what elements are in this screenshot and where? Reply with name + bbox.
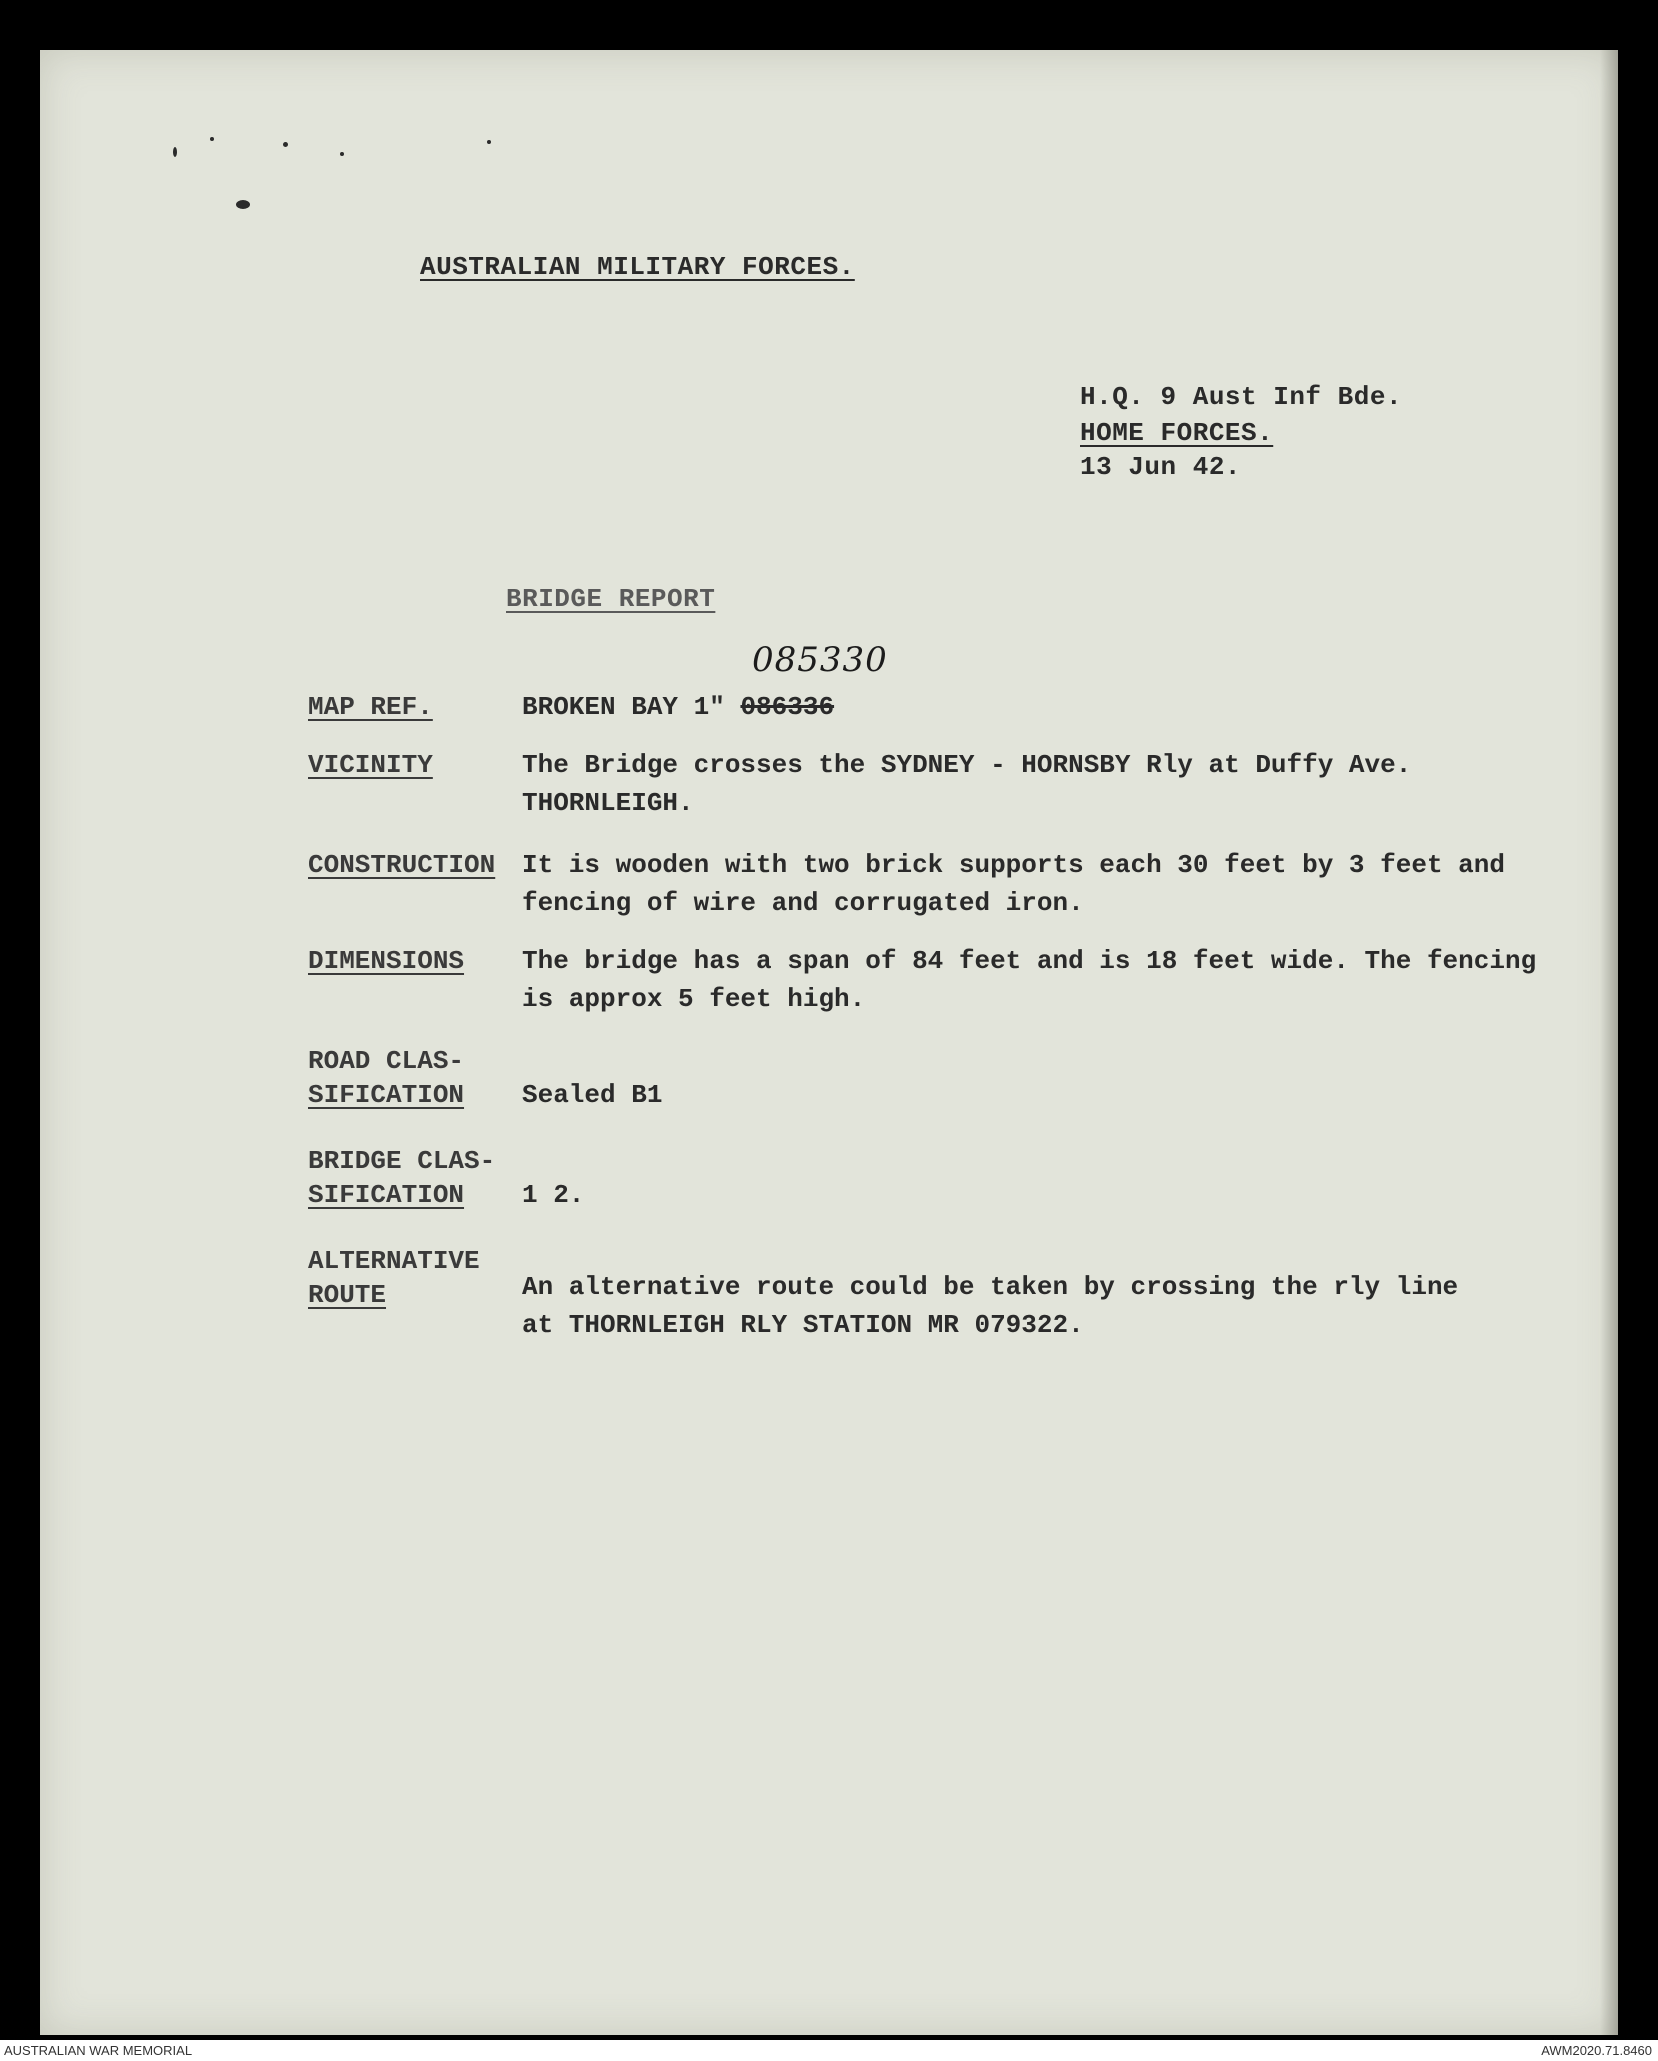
dimensions-value: The bridge has a span of 84 feet and is 18 feet wide. The fencing is approx 5 feet high. — [522, 946, 1537, 1014]
archive-name: AUSTRALIAN WAR MEMORIAL — [4, 2043, 193, 2058]
map-ref-label: MAP REF. — [308, 692, 433, 722]
archive-id: AWM2020.71.8460 — [1541, 2043, 1652, 2058]
ink-speck — [236, 200, 250, 209]
unit-line: H.Q. 9 Aust Inf Bde. — [1080, 382, 1403, 412]
bridge-class-label-line1: BRIDGE CLAS- — [308, 1146, 496, 1176]
alt-route-label-line2: ROUTE — [308, 1280, 387, 1310]
bridge-class-label-line2: SIFICATION — [308, 1180, 465, 1210]
page-edge-shadow — [1600, 50, 1618, 2035]
ink-speck — [210, 137, 214, 141]
document-heading: AUSTRALIAN MILITARY FORCES. — [420, 252, 855, 282]
archive-footer — [0, 2040, 1658, 2061]
alt-route-label-line1: ALTERNATIVE — [308, 1246, 480, 1276]
dimensions-label: DIMENSIONS — [308, 946, 465, 976]
map-ref-value — [522, 688, 1522, 726]
report-title: BRIDGE REPORT — [506, 584, 716, 614]
document-page — [40, 50, 1618, 2035]
construction-value: It is wooden with two brick supports each 30 feet by 3 feet and fencing of wire and corrugated iron. — [522, 850, 1505, 918]
construction-label: CONSTRUCTION — [308, 850, 496, 880]
handwritten-map-correction: 085330 — [752, 640, 888, 680]
road-class-value: Sealed B1 — [522, 1080, 663, 1110]
ink-speck — [487, 140, 491, 144]
forces-line: HOME FORCES. — [1080, 418, 1274, 448]
map-ref-prefix: BROKEN BAY 1" — [522, 692, 725, 722]
alt-route-value: An alternative route could be taken by crossing the rly line at THORNLEIGH RLY STATION MR 079322. — [522, 1272, 1459, 1340]
vicinity-label: VICINITY — [308, 750, 433, 780]
ink-speck — [173, 147, 177, 157]
road-class-label-line1: ROAD CLAS- — [308, 1046, 465, 1076]
map-ref-struck: 086336 — [740, 692, 835, 722]
ink-speck — [340, 152, 344, 156]
bridge-class-value: 1 2. — [522, 1180, 585, 1210]
vicinity-value: The Bridge crosses the SYDNEY - HORNSBY Rly at Duffy Ave. THORNLEIGH. — [522, 750, 1412, 818]
road-class-label-line2: SIFICATION — [308, 1080, 465, 1110]
ink-speck — [283, 142, 288, 147]
date-line: 13 Jun 42. — [1080, 452, 1242, 482]
